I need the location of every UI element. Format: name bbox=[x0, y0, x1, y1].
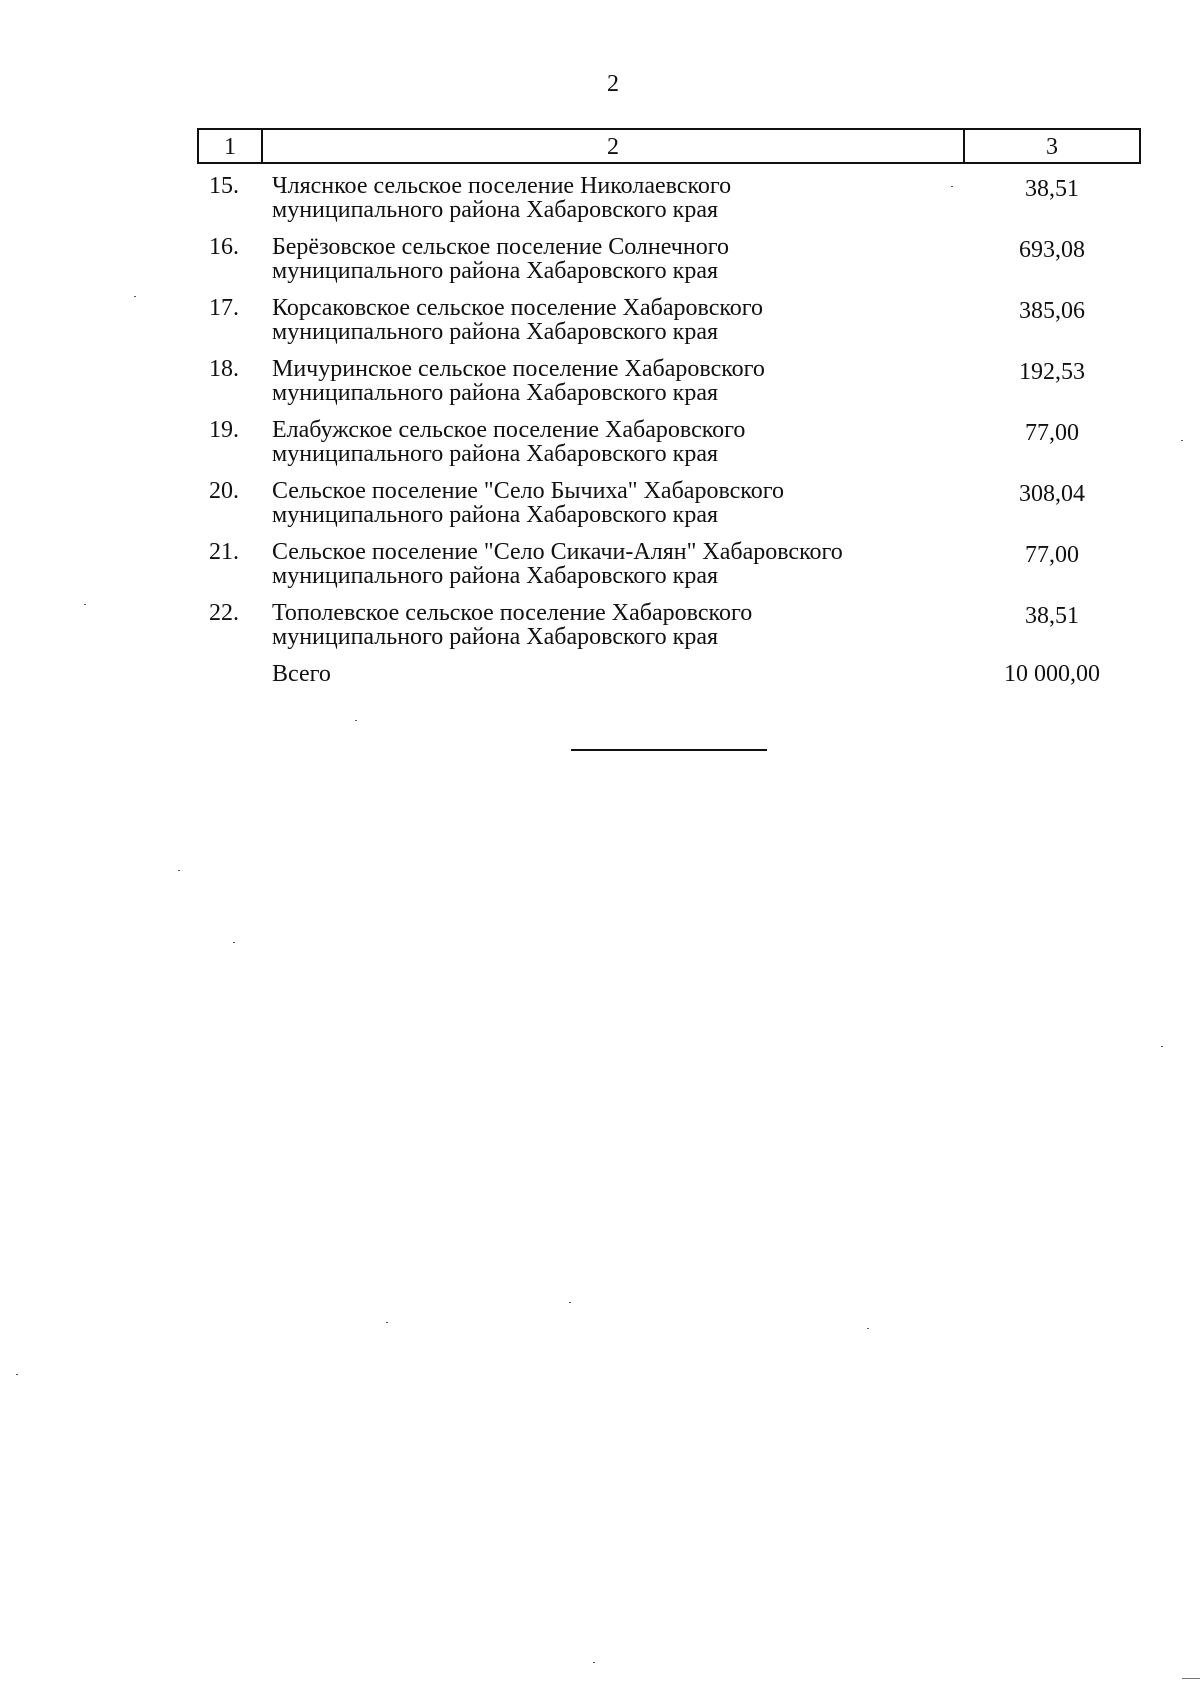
scan-edge-mark bbox=[1182, 1678, 1200, 1679]
row-value: 308,04 bbox=[1019, 481, 1085, 507]
row-name-line-1: Сельское поселение "Село Сикачи-Алян" Хабаровского bbox=[272, 539, 843, 565]
row-number: 22. bbox=[209, 600, 239, 626]
scan-speck bbox=[84, 604, 86, 605]
row-name-line-2: муниципального района Хабаровского края bbox=[272, 563, 719, 589]
row-name bbox=[272, 601, 962, 649]
table-header-col-3: 3 bbox=[1046, 134, 1058, 160]
scan-speck bbox=[593, 1662, 595, 1663]
table-body bbox=[197, 174, 1141, 698]
table-row bbox=[197, 601, 1141, 662]
table-header-col-1: 1 bbox=[199, 130, 263, 162]
scan-speck bbox=[134, 296, 136, 297]
row-name-line-1: Елабужское сельское поселение Хабаровского bbox=[272, 417, 746, 443]
row-name-line-1: Чляснкое сельское поселение Николаевского bbox=[272, 173, 732, 199]
row-number: 21. bbox=[209, 539, 239, 565]
row-value: 192,53 bbox=[1019, 359, 1085, 385]
row-value: 77,00 bbox=[1025, 542, 1079, 568]
table-header bbox=[197, 128, 1141, 164]
row-name bbox=[272, 357, 962, 405]
table-header-col-2: 2 bbox=[263, 130, 965, 162]
scan-speck bbox=[951, 186, 953, 187]
end-of-document-rule bbox=[571, 749, 767, 751]
row-name bbox=[272, 235, 962, 283]
row-name-line-1: Тополевское сельское поселение Хабаровского bbox=[272, 600, 753, 626]
total-label: Всего bbox=[272, 661, 331, 687]
page-number: 2 bbox=[607, 71, 619, 97]
row-value: 38,51 bbox=[1025, 603, 1079, 629]
row-name-line-1: Сельское поселение "Село Бычиха" Хабаровского bbox=[272, 478, 784, 504]
row-name-line-2: муниципального района Хабаровского края bbox=[272, 197, 719, 223]
row-name-line-2: муниципального района Хабаровского края bbox=[272, 319, 719, 345]
row-number: 15. bbox=[209, 173, 239, 199]
table-row bbox=[197, 418, 1141, 479]
table-row bbox=[197, 479, 1141, 540]
row-value: 385,06 bbox=[1019, 298, 1085, 324]
table-row bbox=[197, 540, 1141, 601]
scan-speck bbox=[1181, 440, 1183, 441]
row-value: 77,00 bbox=[1025, 420, 1079, 446]
scan-speck bbox=[867, 1328, 869, 1329]
scan-speck bbox=[16, 1374, 18, 1375]
table-total-row bbox=[197, 662, 1141, 698]
scan-speck bbox=[233, 942, 235, 943]
row-name bbox=[272, 296, 962, 344]
table-row bbox=[197, 357, 1141, 418]
scan-speck bbox=[178, 870, 180, 871]
row-value: 38,51 bbox=[1025, 176, 1079, 202]
row-name-line-2: муниципального района Хабаровского края bbox=[272, 258, 719, 284]
row-number: 16. bbox=[209, 234, 239, 260]
row-name-line-1: Мичуринское сельское поселение Хабаровского bbox=[272, 356, 765, 382]
row-name-line-2: муниципального района Хабаровского края bbox=[272, 624, 719, 650]
row-number: 19. bbox=[209, 417, 239, 443]
scan-speck bbox=[1161, 1046, 1163, 1047]
scan-speck bbox=[569, 1302, 571, 1303]
total-value: 10 000,00 bbox=[1004, 661, 1100, 687]
scan-speck bbox=[355, 720, 357, 721]
table-row bbox=[197, 174, 1141, 235]
row-number: 18. bbox=[209, 356, 239, 382]
row-number: 20. bbox=[209, 478, 239, 504]
row-name bbox=[272, 174, 962, 222]
row-name bbox=[272, 540, 962, 588]
row-name-line-1: Берёзовское сельское поселение Солнечного bbox=[272, 234, 729, 260]
row-name bbox=[272, 418, 962, 466]
table-row bbox=[197, 235, 1141, 296]
row-name bbox=[272, 479, 962, 527]
row-name-line-2: муниципального района Хабаровского края bbox=[272, 502, 719, 528]
table-row bbox=[197, 296, 1141, 357]
row-number: 17. bbox=[209, 295, 239, 321]
row-name-line-1: Корсаковское сельское поселение Хабаровского bbox=[272, 295, 764, 321]
row-value: 693,08 bbox=[1019, 237, 1085, 263]
row-name-line-2: муниципального района Хабаровского края bbox=[272, 380, 719, 406]
scan-speck bbox=[386, 1322, 388, 1323]
row-name-line-2: муниципального района Хабаровского края bbox=[272, 441, 719, 467]
